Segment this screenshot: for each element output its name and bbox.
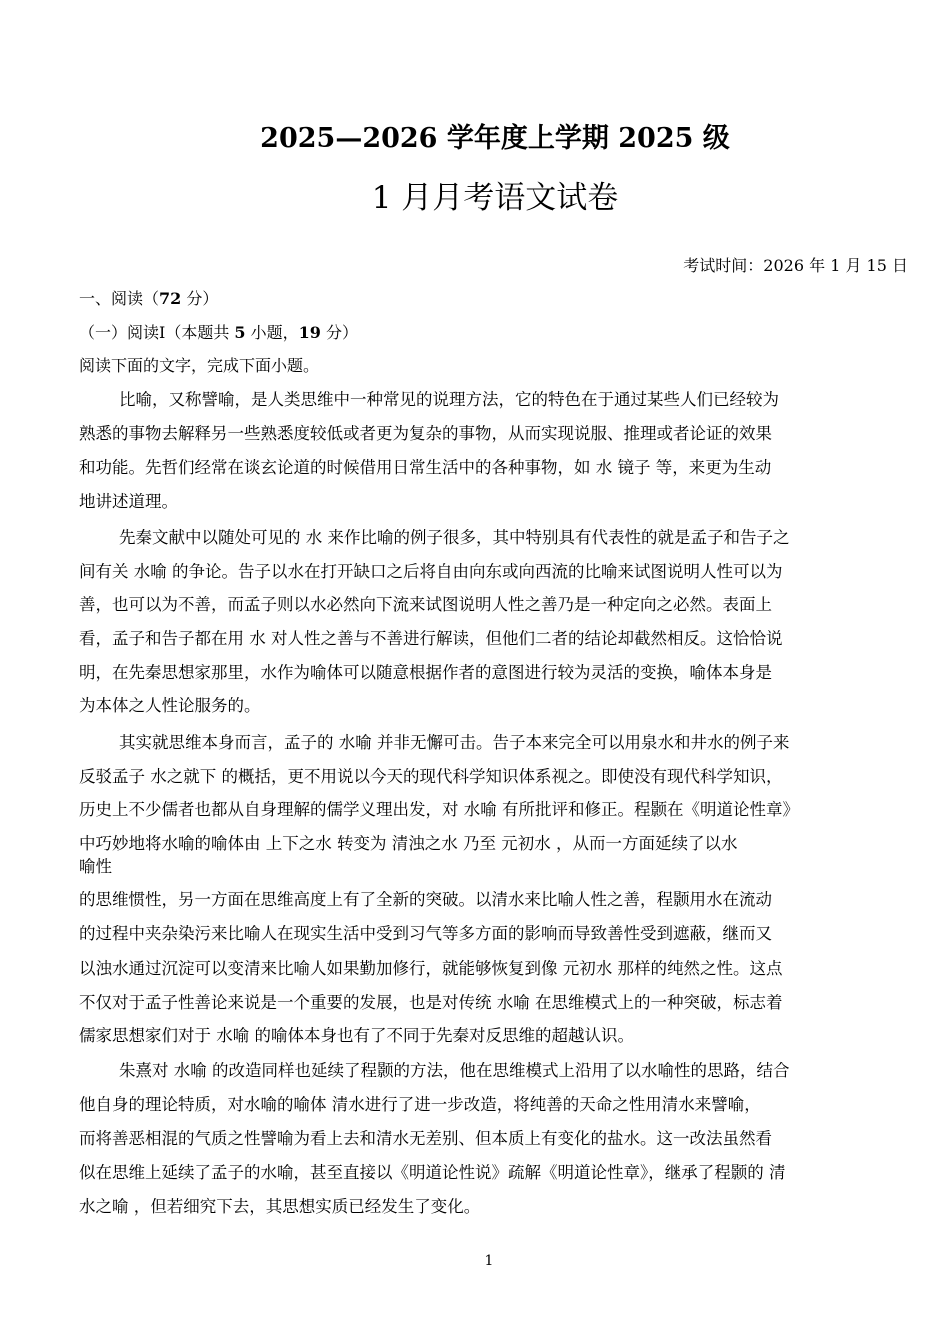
text-line: 历史上不少儒者也都从自身理解的儒学义理出发，对 水喻 有所批评和修正。程颢在《明道论性章》 (79, 800, 799, 819)
text-line: 看，孟子和告子都在用 水 对人性之善与不善进行解读，但他们二者的结论却截然相反。这恰恰说 (79, 629, 783, 648)
text-line: 似在思维上延续了孟子的水喻，甚至直接以《明道论性说》疏解《明道论性章》，继承了程颢的 清 (79, 1163, 786, 1182)
text-line: 水之喻 ，但若细究下去，其思想实质已经发生了变化。 (79, 1197, 481, 1216)
text-line: 先秦文献中以随处可见的 水 来作比喻的例子很多，其中特别具有代表性的就是孟子和告子之 (119, 528, 790, 547)
text-line: 比喻，又称譬喻，是人类思维中一种常见的说理方法，它的特色在于通过某些人们已经较为 (119, 390, 779, 409)
text-line: 熟悉的事物去解释另一些熟悉度较低或者更为复杂的事物，从而实现说服、推理或者论证的效果 (79, 424, 772, 443)
instruction: 阅读下面的文字，完成下面小题。 (79, 356, 320, 375)
exam-title-line2: 1 月月考语文试卷 (371, 180, 619, 216)
subsection-heading: （一）阅读Ⅰ（本题共 5 小题，19 分） (79, 323, 359, 342)
section-heading: 一、阅读（72 分） (79, 289, 219, 308)
text-line: 和功能。先哲们经常在谈玄论道的时候借用日常生活中的各种事物，如 水 镜子 等，来更为生动 (79, 458, 772, 477)
text-line: 善，也可以为不善，而孟子则以水必然向下流来试图说明人性之善乃是一种定向之必然。表面上 (79, 595, 772, 614)
text-line: 反驳孟子 水之就下 的概括，更不用说以今天的现代科学知识体系视之。即使没有现代科学知识， (79, 767, 783, 786)
text-line: 为本体之人性论服务的。 (79, 696, 261, 715)
exam-title-line1: 2025—2026 学年度上学期 2025 级 (260, 123, 730, 154)
exam-time: 考试时间：2026 年 1 月 15 日 (683, 256, 908, 275)
text-line: 他自身的理论特质，对水喻的喻体 清水进行了进一步改造，将纯善的天命之性用清水来譬喻， (79, 1095, 761, 1114)
text-line: 明，在先秦思想家那里，水作为喻体可以随意根据作者的意图进行较为灵活的变换，喻体本身是 (79, 663, 772, 682)
text-line: 其实就思维本身而言，孟子的 水喻 并非无懈可击。告子本来完全可以用泉水和井水的例子来 (119, 733, 790, 752)
text-line: 喻性 (79, 857, 112, 876)
text-line: 朱熹对 水喻 的改造同样也延续了程颢的方法，他在思维模式上沿用了以水喻性的思路，结合 (119, 1061, 790, 1080)
text-line: 地讲述道理。 (79, 492, 178, 511)
text-line: 中巧妙地将水喻的喻体由 上下之水 转变为 清浊之水 乃至 元初水 ，从而一方面延续了以水 (79, 834, 738, 853)
text-line: 儒家思想家们对于 水喻 的喻体本身也有了不同于先秦对反思维的超越认识。 (79, 1026, 634, 1045)
text-line: 而将善恶相混的气质之性譬喻为看上去和清水无差别、但本质上有变化的盐水。这一改法虽然看 (79, 1129, 772, 1148)
text-line: 的思维惯性，另一方面在思维高度上有了全新的突破。以清水来比喻人性之善，程颢用水在流动 (79, 890, 772, 909)
text-line: 间有关 水喻 的争论。告子以水在打开缺口之后将自由向东或向西流的比喻来试图说明人性可以为 (79, 562, 783, 581)
text-line: 的过程中夹杂染污来比喻人在现实生活中受到习气等多方面的影响而导致善性受到遮蔽，继而又 (79, 924, 772, 943)
page-number: 1 (484, 1253, 494, 1269)
text-line: 以浊水通过沉淀可以变清来比喻人如果勤加修行，就能够恢复到像 元初水 那样的纯然之性。这点 (79, 959, 783, 978)
text-line: 不仅对于孟子性善论来说是一个重要的发展，也是对传统 水喻 在思维模式上的一种突破，标志着 (79, 993, 783, 1012)
